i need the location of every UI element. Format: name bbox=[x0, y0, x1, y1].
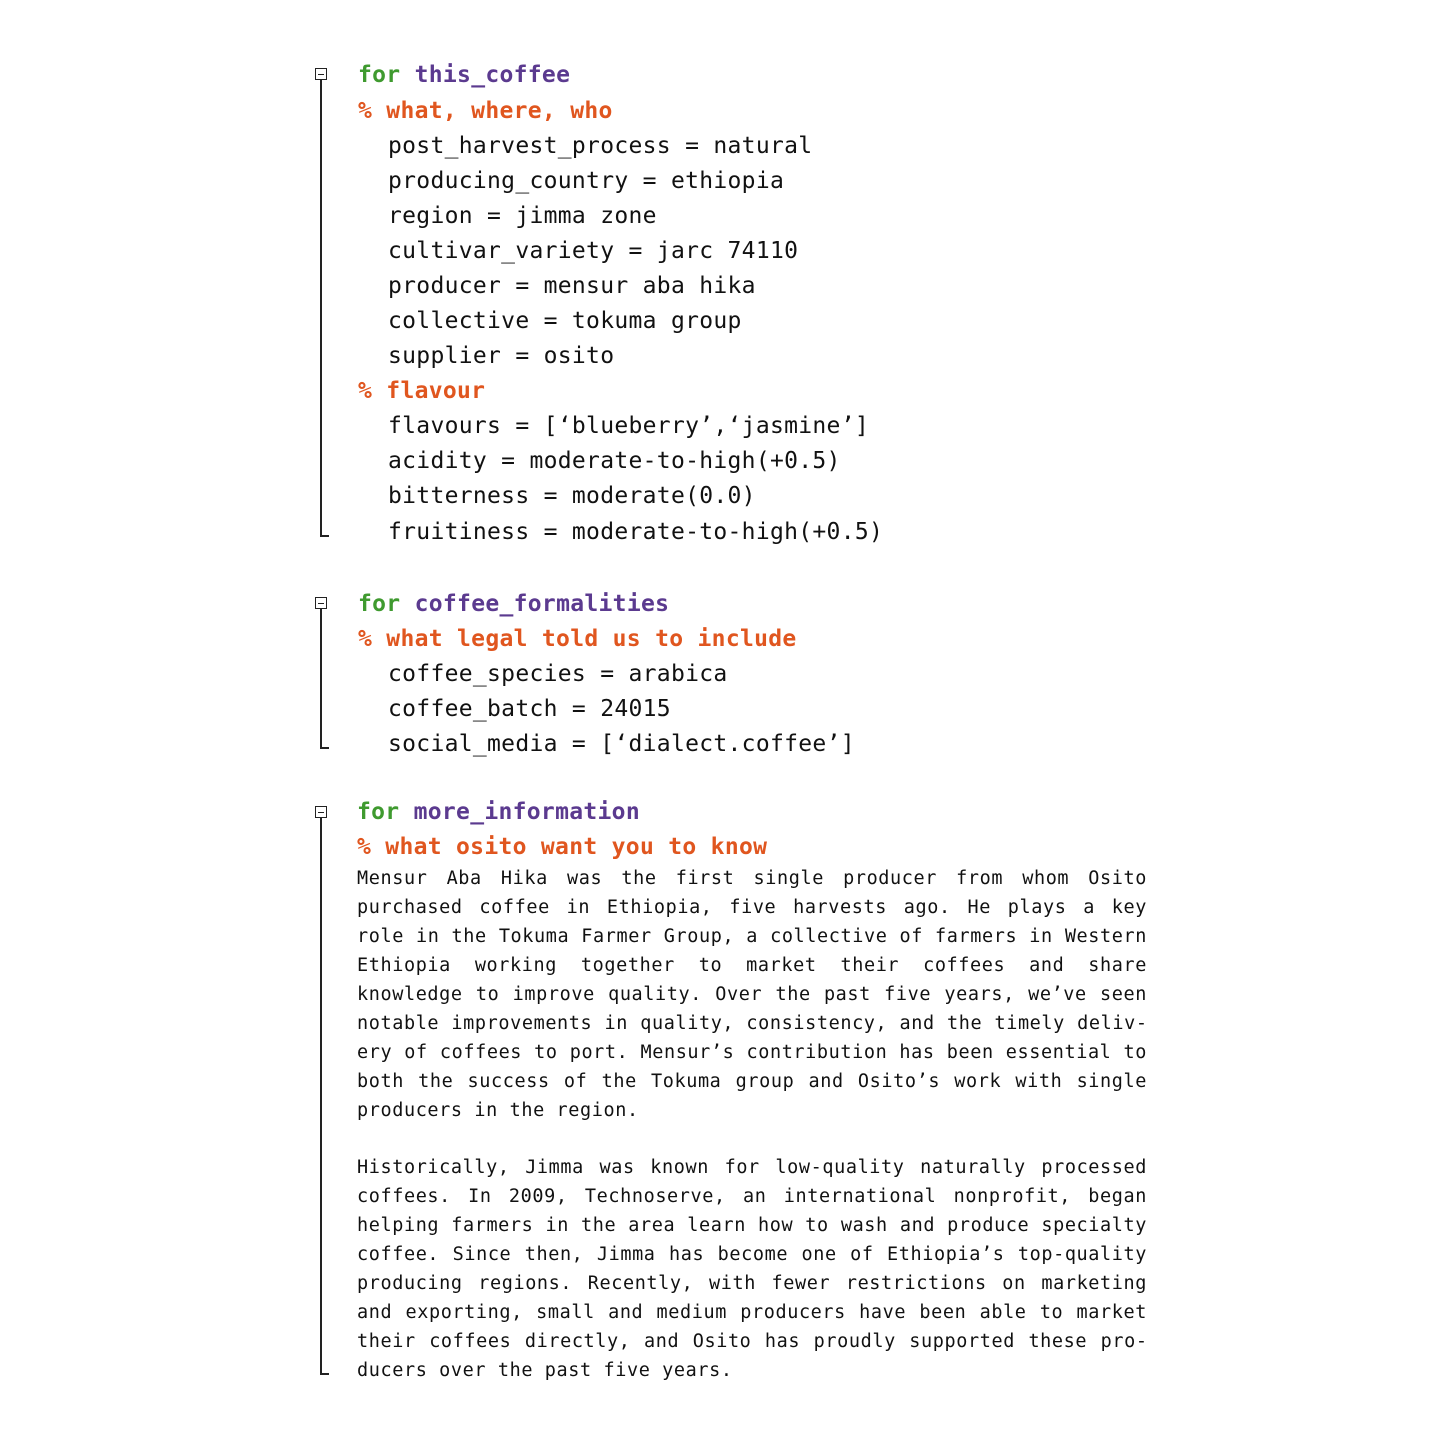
code-line: acidity = moderate-to-high(+0.5) bbox=[388, 448, 841, 474]
section-header bbox=[357, 795, 640, 830]
fold-end-marker bbox=[320, 535, 329, 537]
comment-line: % flavour bbox=[358, 378, 486, 404]
code-line: bitterness = moderate(0.0) bbox=[388, 483, 756, 509]
section-name: more_information bbox=[413, 799, 640, 825]
comment-line: % what osito want you to know bbox=[357, 834, 768, 860]
comment-line: % what legal told us to include bbox=[358, 626, 797, 652]
code-line: post_harvest_process = natural bbox=[388, 133, 813, 159]
section-name: this_coffee bbox=[414, 62, 571, 88]
fold-end-marker bbox=[320, 747, 329, 749]
code-line: cultivar_variety = jarc 74110 bbox=[388, 238, 799, 264]
code-line: supplier = osito bbox=[388, 343, 615, 369]
section-header bbox=[358, 587, 669, 622]
fold-guide-line bbox=[320, 818, 322, 1374]
fold-toggle-icon[interactable] bbox=[315, 68, 327, 80]
code-line: region = jimma zone bbox=[388, 203, 657, 229]
comment-line: % what, where, who bbox=[358, 98, 613, 124]
info-paragraph: Historically, Jimma was known for low-quality naturally processed coffees. In 2009, Technoserve, an international nonprofit, began helping farmers in the area learn how to wash and produce specialty coffee. Since then, Jimma has become one of Ethiopia’s top-quality producing regions. Recently, with fewer restrictions on marketing and exporting, small and medium producers have been able to market their coffees directly, and Osito has proudly supported these producers over the past five years. bbox=[357, 1157, 1147, 1381]
keyword-for: for bbox=[358, 62, 401, 88]
fold-end-marker bbox=[320, 1373, 329, 1375]
info-paragraph: Mensur Aba Hika was the first single producer from whom Osito purchased coffee in Ethiopia, five harvests ago. He plays a key role in the Tokuma Farmer Group, a collective of farmers in Western Ethiopia working together to market their coffees and share knowledge to improve quality. Over the past five years, we’ve seen notable improvements in quality, consistency, and the timely delivery of coffees to port. Mensur’s contribution has been essential to both the success of the Tokuma group and Osito’s work with single producers in the region. bbox=[357, 868, 1147, 1121]
code-line: producing_country = ethiopia bbox=[388, 168, 785, 194]
section-header bbox=[358, 58, 570, 93]
code-line: fruitiness = moderate-to-high(+0.5) bbox=[388, 519, 884, 545]
keyword-for: for bbox=[357, 799, 400, 825]
fold-toggle-icon[interactable] bbox=[315, 597, 327, 609]
code-line: flavours = [‘blueberry’,‘jasmine’] bbox=[388, 413, 870, 439]
code-line: producer = mensur aba hika bbox=[388, 273, 756, 299]
section-name: coffee_formalities bbox=[414, 591, 670, 617]
fold-toggle-icon[interactable] bbox=[315, 806, 327, 818]
fold-guide-line bbox=[320, 609, 322, 748]
code-line: coffee_species = arabica bbox=[388, 661, 728, 687]
code-line: social_media = [‘dialect.coffee’] bbox=[388, 731, 855, 757]
code-line: coffee_batch = 24015 bbox=[388, 696, 671, 722]
fold-guide-line bbox=[320, 80, 322, 536]
keyword-for: for bbox=[358, 591, 401, 617]
code-line: collective = tokuma group bbox=[388, 308, 742, 334]
